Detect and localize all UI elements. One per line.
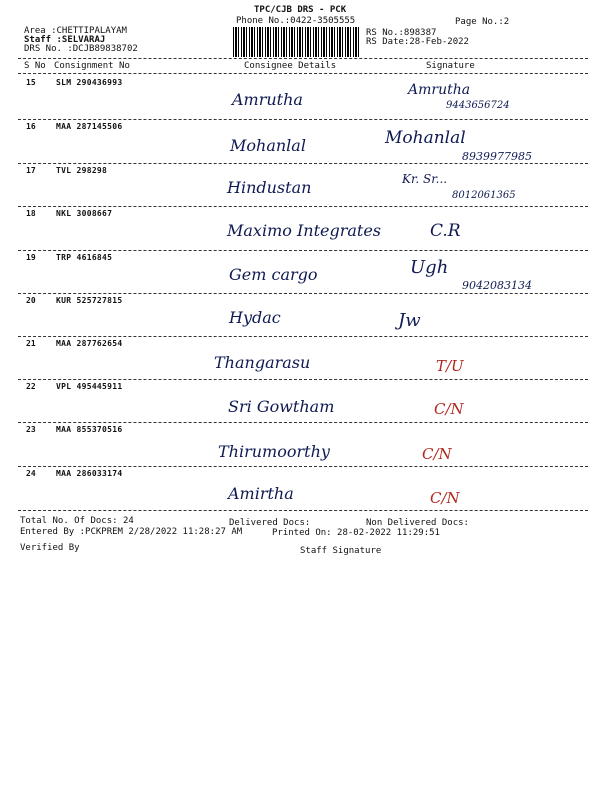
row-sno: 18 [26,209,36,218]
row-consignee: Thangarasu [214,353,311,372]
row-phone: 8939977985 [462,150,532,163]
table-row [0,78,600,121]
row-sno: 19 [26,253,36,262]
column-header-sno: S No [24,61,46,71]
row-signature: C/N [422,445,452,463]
row-consignment: NKL 3008667 [56,209,113,218]
row-consignment: TRP 4616845 [56,253,113,262]
divider [18,336,588,337]
phone-number: Phone No.:0422-3505555 [236,16,356,26]
delivered-docs: Delivered Docs: [229,518,311,528]
row-consignee: Mohanlal [230,136,306,155]
row-consignee: Amirtha [228,484,294,503]
staff-signature-label: Staff Signature [300,546,382,556]
row-consignee: Amrutha [232,90,303,109]
total-docs: Total No. Of Docs: 24 [20,516,134,526]
rs-date: RS Date:28-Feb-2022 [366,37,469,47]
divider [18,250,588,251]
row-consignee: Maximo Integrates [227,221,382,240]
rs-number: RS No.:898387 [366,28,437,38]
row-signature: Jw [398,310,421,331]
row-consignment: MAA 287762654 [56,339,123,348]
row-consignee: Hydac [229,308,281,327]
entered-by: Entered By :PCKPREM 2/28/2022 11:28:27 AM [20,527,243,537]
row-consignee: Gem cargo [229,265,318,284]
divider [18,58,588,59]
divider [18,379,588,380]
row-sno: 23 [26,425,36,434]
row-signature: Kr. Sr... [402,172,448,186]
row-sno: 21 [26,339,36,348]
column-header-consignment: Consignment No [54,61,130,71]
row-consignment: MAA 286033174 [56,469,123,478]
row-consignment: KUR 525727815 [56,296,123,305]
row-signature: Ugh [410,257,449,278]
row-consignment: VPL 495445911 [56,382,123,391]
divider [18,73,588,74]
row-sno: 17 [26,166,36,175]
row-signature: Mohanlal [385,128,466,148]
row-signature: T/U [436,357,464,375]
row-signature: Amrutha [408,82,471,98]
barcode [233,27,361,57]
row-consignment: TVL 298298 [56,166,108,175]
column-header-signature: Signature [426,61,475,71]
row-consignee: Thirumoorthy [218,442,330,461]
table-row [0,382,600,425]
page-number: Page No.:2 [455,17,510,27]
staff-label: Staff :SELVARAJ [24,35,106,45]
table-row [0,425,600,468]
divider [18,510,588,511]
divider [18,206,588,207]
row-consignment: MAA 855370516 [56,425,123,434]
row-signature: C/N [434,400,464,418]
row-phone: 9443656724 [446,100,510,111]
row-consignee: Hindustan [227,178,312,197]
row-phone: 8012061365 [452,190,516,201]
divider [18,422,588,423]
row-consignment: SLM 290436993 [56,78,123,87]
table-row [0,296,600,339]
divider [18,466,588,467]
table-row [0,122,600,165]
verified-by: Verified By [20,543,80,553]
divider [18,293,588,294]
row-consignment: MAA 287145506 [56,122,123,131]
table-row [0,339,600,382]
row-sno: 22 [26,382,36,391]
printed-on: Printed On: 28-02-2022 11:29:51 [272,528,440,538]
non-delivered-docs: Non Delivered Docs: [366,518,469,528]
table-row [0,166,600,209]
drs-number: DRS No. :DCJB89838702 [24,44,138,54]
area-label: Area :CHETTIPALAYAM [24,26,127,36]
divider [18,119,588,120]
column-header-consignee: Consignee Details [244,61,337,71]
table-row [0,469,600,512]
row-consignee: Sri Gowtham [228,397,335,416]
document-title: TPC/CJB DRS - PCK [254,5,347,15]
row-signature: C.R [430,221,461,241]
row-phone: 9042083134 [462,279,532,292]
row-sno: 16 [26,122,36,131]
row-sno: 20 [26,296,36,305]
row-sno: 15 [26,78,36,87]
table-row [0,253,600,296]
row-sno: 24 [26,469,36,478]
row-signature: C/N [430,489,460,507]
table-row [0,209,600,252]
divider [18,163,588,164]
